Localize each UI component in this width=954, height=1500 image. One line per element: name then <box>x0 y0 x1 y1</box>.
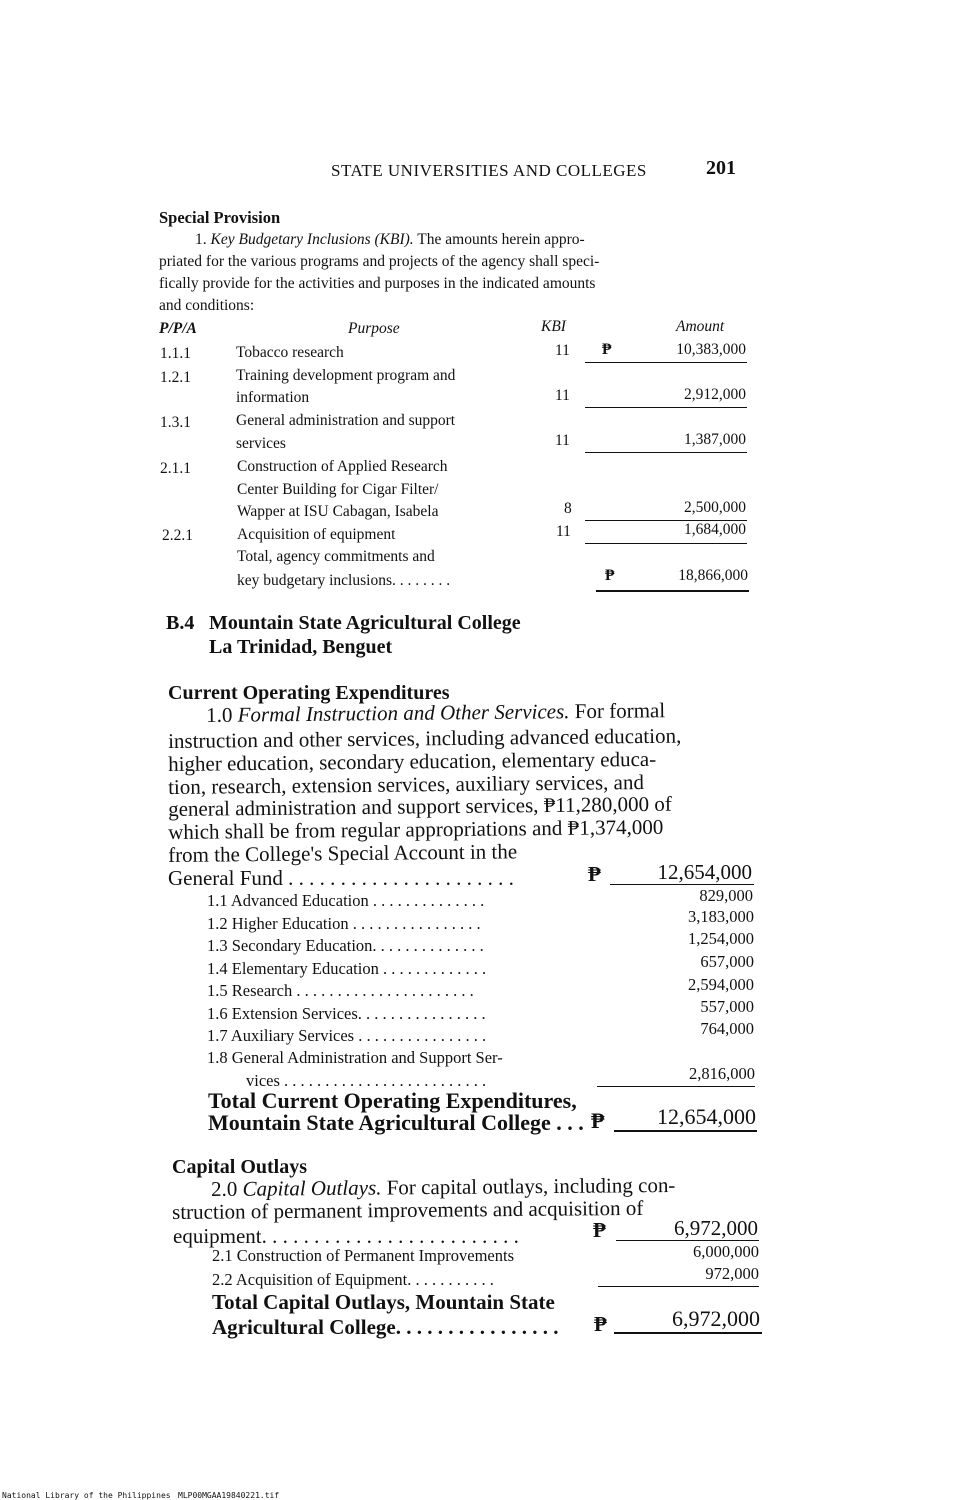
total-amount: 12,654,000 <box>657 1104 756 1129</box>
paragraph-line: from the College's Special Account in the <box>168 839 518 867</box>
peso-sign: ₱ <box>594 1312 607 1336</box>
provision-line-3: fically provide for the activities and purposes in the indicated amounts <box>159 275 596 292</box>
row-kbi: 11 <box>555 342 570 359</box>
footer-file: MLP00MGAA19840221.tif <box>178 1491 280 1500</box>
peso-sign: ₱ <box>588 862 601 886</box>
total-label: Total Capital Outlays, Mountain State <box>212 1290 555 1314</box>
row-purpose: Center Building for Cigar Filter/ <box>237 481 439 498</box>
row-purpose: General administration and support <box>236 412 456 429</box>
row-purpose: Wapper at ISU Cabagan, Isabela <box>237 503 439 520</box>
paragraph-line: general administration and support services, ₱11,280,000 of <box>168 791 672 821</box>
peso-sign: ₱ <box>602 341 612 358</box>
special-provision-heading: Special Provision <box>159 208 281 227</box>
row-amount: 1,387,000 <box>684 431 746 448</box>
row-ppa: 2.2.1 <box>162 527 193 544</box>
row-kbi: 11 <box>556 523 571 540</box>
total-label: Agricultural College. . . . . . . . . . . . . . . . <box>212 1315 559 1339</box>
provision-line-4: and conditions: <box>159 297 255 314</box>
general-fund-amount: 12,654,000 <box>657 860 752 884</box>
col-header-kbi: KBI <box>541 318 566 335</box>
row-amount: 2,500,000 <box>684 499 746 516</box>
row-kbi: 8 <box>564 500 572 517</box>
row-kbi: 11 <box>555 387 570 404</box>
row-purpose: services <box>236 435 286 452</box>
row-amount: 1,684,000 <box>684 521 746 538</box>
current-operating-heading: Current Operating Expenditures <box>168 682 450 704</box>
general-fund-label: General Fund . . . . . . . . . . . . . . . . . . . . . . <box>168 866 514 890</box>
col-header-ppa: P/P/A <box>159 320 197 337</box>
page-number: 201 <box>706 157 736 179</box>
row-ppa: 1.3.1 <box>160 414 191 431</box>
row-ppa: 2.1.1 <box>160 460 191 477</box>
footer-library: National Library of the Philippines <box>2 1491 171 1500</box>
equipment-amount: 6,972,000 <box>674 1216 758 1240</box>
total-label: Mountain State Agricultural College . . . <box>208 1110 584 1135</box>
col-header-purpose: Purpose <box>348 320 400 337</box>
paragraph-line: struction of permanent improvements and acquisition of <box>172 1195 644 1224</box>
peso-sign: ₱ <box>591 1108 605 1133</box>
capital-outlays-heading: Capital Outlays <box>172 1156 308 1178</box>
row-amount: 10,383,000 <box>676 341 746 358</box>
provision-line-1: 1. Key Budgetary Inclusions (KBI). The amounts herein appro- <box>195 231 585 248</box>
total-amount: 6,972,000 <box>672 1306 760 1331</box>
row-purpose: Construction of Applied Research <box>237 458 448 475</box>
row-purpose: Acquisition of equipment <box>237 526 396 543</box>
row-purpose: information <box>236 389 310 406</box>
total-label: Total Current Operating Expenditures, <box>208 1088 577 1113</box>
college-code: B.4 <box>166 612 195 634</box>
col-header-amount: Amount <box>676 318 725 335</box>
row-purpose: Tobacco research <box>236 344 344 361</box>
peso-sign: ₱ <box>593 1218 606 1242</box>
total-amount: 18,866,000 <box>678 567 748 584</box>
total-label: Total, agency commitments and <box>237 548 435 565</box>
running-header-title: STATE UNIVERSITIES AND COLLEGES <box>331 161 647 180</box>
provision-line-2: priated for the various programs and projects of the agency shall speci- <box>159 253 600 270</box>
college-name: Mountain State Agricultural College <box>209 612 521 634</box>
row-ppa: 1.2.1 <box>160 369 191 386</box>
paragraph-line: tion, research, extension services, auxiliary services, and <box>168 770 645 799</box>
row-kbi: 11 <box>555 432 570 449</box>
equipment-label: equipment. . . . . . . . . . . . . . . . . . . . . . . . . <box>173 1224 519 1248</box>
paragraph-line: which shall be from regular appropriations and ₱1,374,000 <box>168 814 664 844</box>
paragraph-line: 1.0 Formal Instruction and Other Services. For formal <box>206 698 666 727</box>
peso-sign: ₱ <box>605 567 615 584</box>
paragraph-line: 2.0 Capital Outlays. For capital outlays, including con- <box>211 1172 676 1201</box>
college-location: La Trinidad, Benguet <box>209 636 393 658</box>
row-ppa: 1.1.1 <box>160 345 191 362</box>
paragraph-line: instruction and other services, including advanced education, <box>168 723 682 753</box>
row-purpose: Training development program and <box>236 367 456 384</box>
row-amount: 2,912,000 <box>684 386 746 403</box>
paragraph-line: higher education, secondary education, elementary educa- <box>168 746 657 776</box>
total-label: key budgetary inclusions. . . . . . . . <box>237 572 451 589</box>
